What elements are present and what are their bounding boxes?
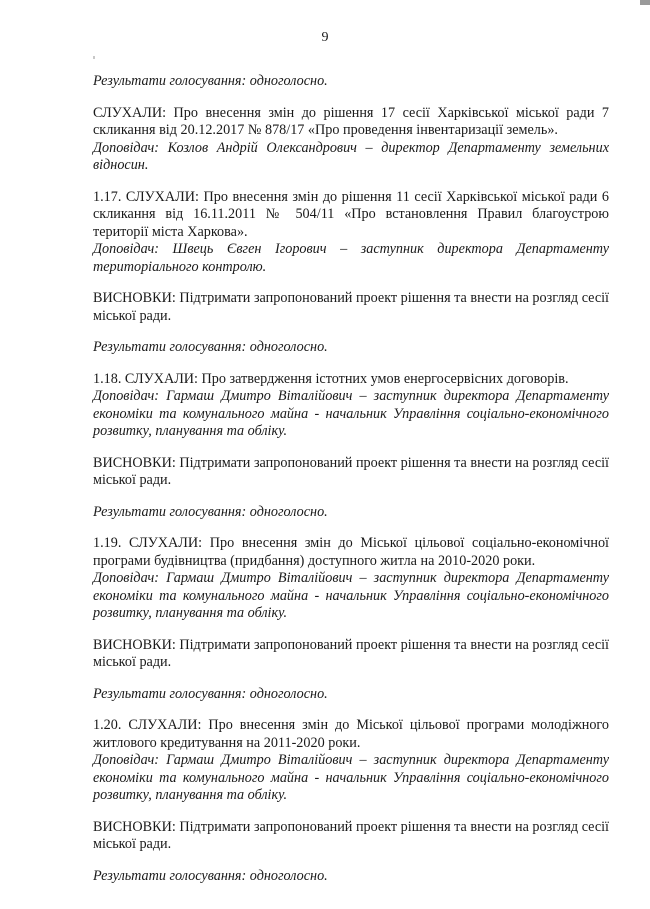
speaker-text: Доповідач: Гармаш Дмитро Віталійович – заступник директора Департаменту економіки та комунального майна - начальник Управління соціально-економічного розвитку, планування та обліку. <box>93 388 609 439</box>
conclusion-4 <box>93 819 609 854</box>
document-body <box>93 73 609 899</box>
agenda-item-inventory-lands <box>93 105 609 175</box>
speaker-text: Доповідач: Гармаш Дмитро Віталійович – заступник директора Департаменту економіки та комунального майна - начальник Управління соціально-економічного розвитку, планування та обліку. <box>93 570 609 621</box>
vote-result-text: Результати голосування: одноголосно. <box>93 73 328 89</box>
speaker-text: Доповідач: Козлов Андрій Олександрович – директор Департаменту земельних відносин. <box>93 139 609 173</box>
heard-text: СЛУХАЛИ: Про внесення змін до рішення 17 сесії Харківської міської ради 7 скликання від 20.12.2017 № 878/17 «Про проведення інвентаризації земель». <box>93 104 609 138</box>
agenda-item-1-18 <box>93 371 609 441</box>
conclusion-text: ВИСНОВКИ: Підтримати запропонований проект рішення та внести на розгляд сесії міської ради. <box>93 818 609 852</box>
vote-result-text: Результати голосування: одноголосно. <box>93 503 328 520</box>
conclusion-text: ВИСНОВКИ: Підтримати запропонований проект рішення та внести на розгляд сесії міської ради. <box>93 636 609 670</box>
heard-text: 1.19. СЛУХАЛИ: Про внесення змін до Міської цільової соціально-економічної програми будівництва (придбання) доступного житла на 2010-2020 роки. <box>93 535 609 569</box>
vote-result-1 <box>93 73 609 91</box>
scan-speck <box>93 56 95 59</box>
heard-text: 1.20. СЛУХАЛИ: Про внесення змін до Міської цільової програми молодіжного житлового кредитування на 2011-2020 роки. <box>93 717 609 751</box>
conclusion-1 <box>93 290 609 325</box>
vote-result-text: Результати голосування: одноголосно. <box>93 685 328 702</box>
speaker-text: Доповідач: Гармаш Дмитро Віталійович – заступник директора Департаменту економіки та комунального майна - начальник Управління соціально-економічного розвитку, планування та обліку. <box>93 752 609 803</box>
vote-result-text: Результати голосування: одноголосно. <box>93 339 328 355</box>
heard-text: 1.17. СЛУХАЛИ: Про внесення змін до рішення 11 сесії Харківської міської ради 6 скликання від 16.11.2011 № 504/11 «Про встановлення Правил благоустрою території міста Харкова». <box>93 188 609 240</box>
heard-text: 1.18. СЛУХАЛИ: Про затвердження істотних умов енергосервісних договорів. <box>93 370 569 387</box>
vote-result-2 <box>93 339 609 357</box>
conclusion-2 <box>93 455 609 490</box>
vote-result-4 <box>93 686 609 704</box>
agenda-item-1-20 <box>93 717 609 805</box>
speaker-text: Доповідач: Швець Євген Ігорович – заступник директора Департаменту територіального контролю. <box>93 241 609 275</box>
vote-result-text: Результати голосування: одноголосно. <box>93 867 328 884</box>
page-number: 9 <box>321 30 329 45</box>
vote-result-3 <box>93 504 609 522</box>
conclusion-text: ВИСНОВКИ: Підтримати запропонований проект рішення та внести на розгляд сесії міської ради. <box>93 290 609 324</box>
scan-edge-mark <box>640 0 650 5</box>
conclusion-text: ВИСНОВКИ: Підтримати запропонований проект рішення та внести на розгляд сесії міської ради. <box>93 454 609 488</box>
agenda-item-1-17 <box>93 189 609 277</box>
agenda-item-1-19 <box>93 535 609 623</box>
conclusion-3 <box>93 637 609 672</box>
vote-result-5 <box>93 868 609 886</box>
